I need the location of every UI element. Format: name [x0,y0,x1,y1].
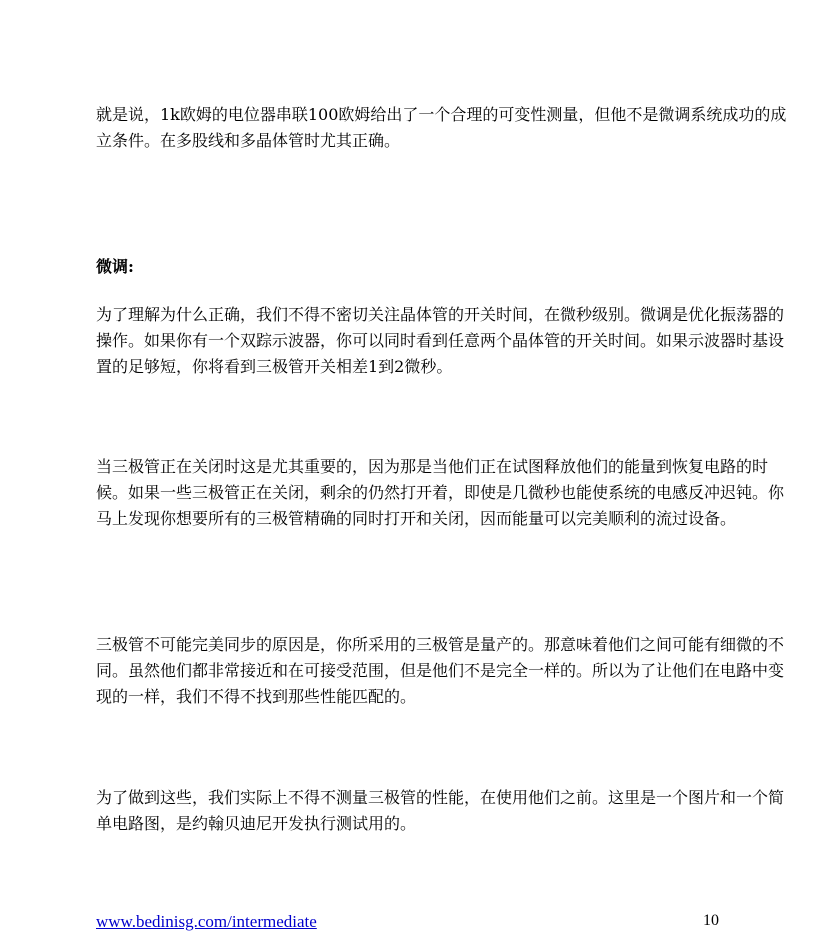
paragraph-measurement: 为了做到这些，我们实际上不得不测量三极管的性能，在使用他们之前。这里是一个图片和一个简单电路图，是约翰贝迪尼开发执行测试用的。 [96,788,785,833]
paragraph-mass-production: 三极管不可能完美同步的原因是，你所采用的三极管是量产的。那意味着他们之间可能有细微的不同。虽然他们都非常接近和在可接受范围，但是他们不是完全一样的。所以为了让他们在电路中变现的一样，我们不得不找到那些性能匹配的。 [96,635,785,706]
paragraph-turn-off: 当三极管正在关闭时这是尤其重要的，因为那是当他们正在试图释放他们的能量到恢复电路的时候。如果一些三极管正在关闭，剩余的仍然打开着，即使是几微秒也能使系统的电感反冲迟钝。你马上发现你想要所有的三极管精确的同时打开和关闭，因而能量可以完美顺利的流过设备。 [96,457,785,528]
paragraph-intro: 就是说，1k欧姆的电位器串联100欧姆给出了一个合理的可变性测量，但他不是微调系统成功的成立条件。在多股线和多晶体管时尤其正确。 [96,105,787,150]
paragraph-timing: 为了理解为什么正确，我们不得不密切关注晶体管的开关时间，在微秒级别。微调是优化振荡器的操作。如果你有一个双踪示波器，你可以同时看到任意两个晶体管的开关时间。如果示波器时基设置的足够短，你将看到三极管开关相差1到2微秒。 [96,305,785,376]
footer-website-link[interactable]: www.bedinisg.com/intermediate [96,912,317,931]
section-heading: 微调: [96,257,134,276]
page-number: 10 [703,912,719,929]
